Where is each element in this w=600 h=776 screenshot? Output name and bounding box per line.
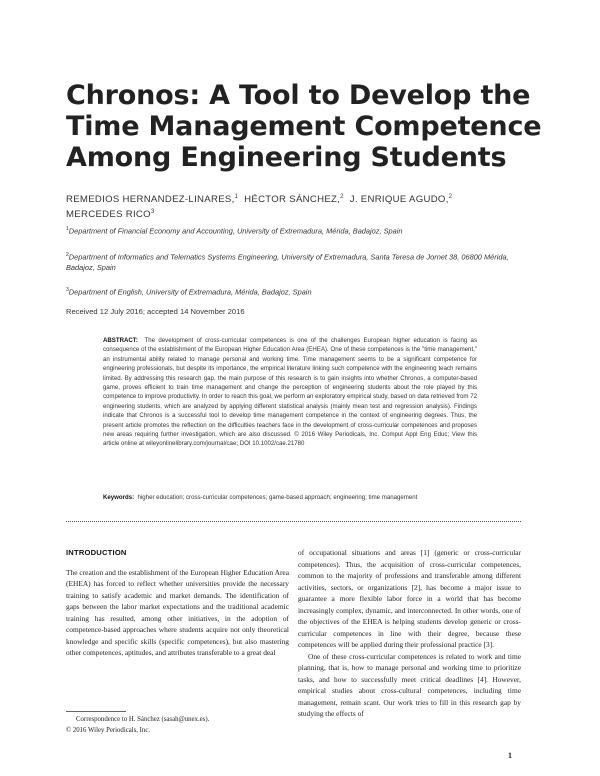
affiliation-mark: 1 [66,226,69,232]
affiliation-text: Department of Informatics and Telematics Systems Engineering, University of Extremadura, Santa Teresa de Jornet 38, 06800 Mérida, Badajoz, Spain [66,252,509,273]
body-paragraph: of occupational situations and areas [1] (generic or cross-curricular competences). Thus, the acquisition of cross-curricular competences, common to the majority of professions and transferable among different activities, sectors, or organizations [2], has become a major issue to guarantee a more flexible labor force in a world that has become increasingly complex, dynamic, and interconnected. In other words, one of the objectives of the EHEA is helping students develop generic or cross-curricular competences in line with their degree, because these competences will be applied during their professional practice [3]. [298,548,521,649]
affiliation [66,285,536,297]
abstract-label: ABSTRACT: [103,337,138,344]
affiliation [66,250,536,273]
author-name: J. ENRIQUE AGUDO, [349,194,449,206]
author-affiliation-mark: 2 [340,194,344,200]
left-column [66,547,289,659]
section-heading: INTRODUCTION [66,548,127,557]
received-dates: Received 12 July 2016; accepted 14 November 2016 [66,307,245,316]
author-affiliation-mark: 3 [150,209,155,216]
body-paragraph: One of these cross-curricular competences is related to work and time planning, that is, how to manage personal and working time to prioritize tasks, and how to successfully meet critical deadlines [4]. However, empirical studies about cross-cultural competences, including time management, remain scant. Our work tries to fill in this research gap by studying the effects of [298,651,521,718]
abstract-text: The development of cross-curricular competences is one of the challenges European higher education is facing as consequence of the establishment of the European Higher Education Area (EHEA). One of these competences is the "time management," an instrumental ability related to manage personal and working time. Time management seems to be a significant competence for engineering professionals, but despite its importance, the empirical literature linking such competence with the engineering teach remains limited. By addressing this research gap, the main purpose of this research is to gain insights into whether Chronos, a computer-based game, proves efficient to train time management and change the perception of engineering students about the role played by this competence to improve productivity. In order to reach this goal, we perform an exploratory empirical study, based on data retrieved from 72 engineering students, which are analyzed by applying different statistical analysis (mainly mean test and regression analysis). Findings indicate that Chronos is a successful tool to develop time management competence in the context of engineering degrees. Thus, the present article promotes the reflection on the difficulties teachers face in the development of cross-curricular competences and proposes new areas requiring further investigation, which are also discussed. © 2016 Wiley Periodicals, Inc. Comput Appl Eng Educ; View this article online at wileyonlinelibrary.com/journal/cae; DOI 10.1002/cae.21780 [103,337,477,448]
keywords [103,493,477,502]
copyright-note: © 2016 Wiley Periodicals, Inc. [66,727,151,734]
author-affiliation-mark: 1 [234,194,239,200]
affiliation-text: Department of Financial Economy and Accounting, University of Extremadura, Mérida, Badajoz, Spain [68,226,403,236]
footnote-divider [66,711,126,712]
keywords-text: higher education; cross-curricular competences; game-based approach; engineering; time management [137,494,418,501]
article-title: Chronos: A Tool to Develop the Time Management Competence Among Engineering Students [66,80,542,173]
author-name: REMEDIOS HERNANDEZ-LINARES, [66,194,235,206]
affiliation-mark: 3 [66,287,69,293]
author-name: MERCEDES RICO [66,209,151,221]
abstract [103,336,477,449]
affiliation [66,224,536,236]
author-name: HÉCTOR SÁNCHEZ, [244,194,341,206]
affiliation-mark: 2 [66,252,69,258]
right-column [298,547,521,720]
author-affiliation-mark: 2 [448,194,453,200]
correspondence-note: Correspondence to H. Sánchez (sasah@unex.es). [76,716,210,723]
keywords-label: Keywords: [103,494,135,501]
body-paragraph: The creation and the establishment of the European Higher Education Area (EHEA) has forced to reflect whether universities provide the necessary training to satisfy academic and market demands. The identification of gaps between the labor market expectations and the traditional academic training has resulted, among other initiatives, in the adoption of competence-based approaches where students acquire not only theoretical knowledge and specific skills (specific competences), but also mastering other competences, aptitudes, and attributes transferable to a great deal [66,567,289,657]
page-number: 1 [508,751,512,760]
section-divider [66,521,521,522]
affiliation-text: Department of English, University of Extremadura, Mérida, Badajoz, Spain [68,287,312,297]
author-list [66,191,536,221]
footnote [66,714,289,736]
